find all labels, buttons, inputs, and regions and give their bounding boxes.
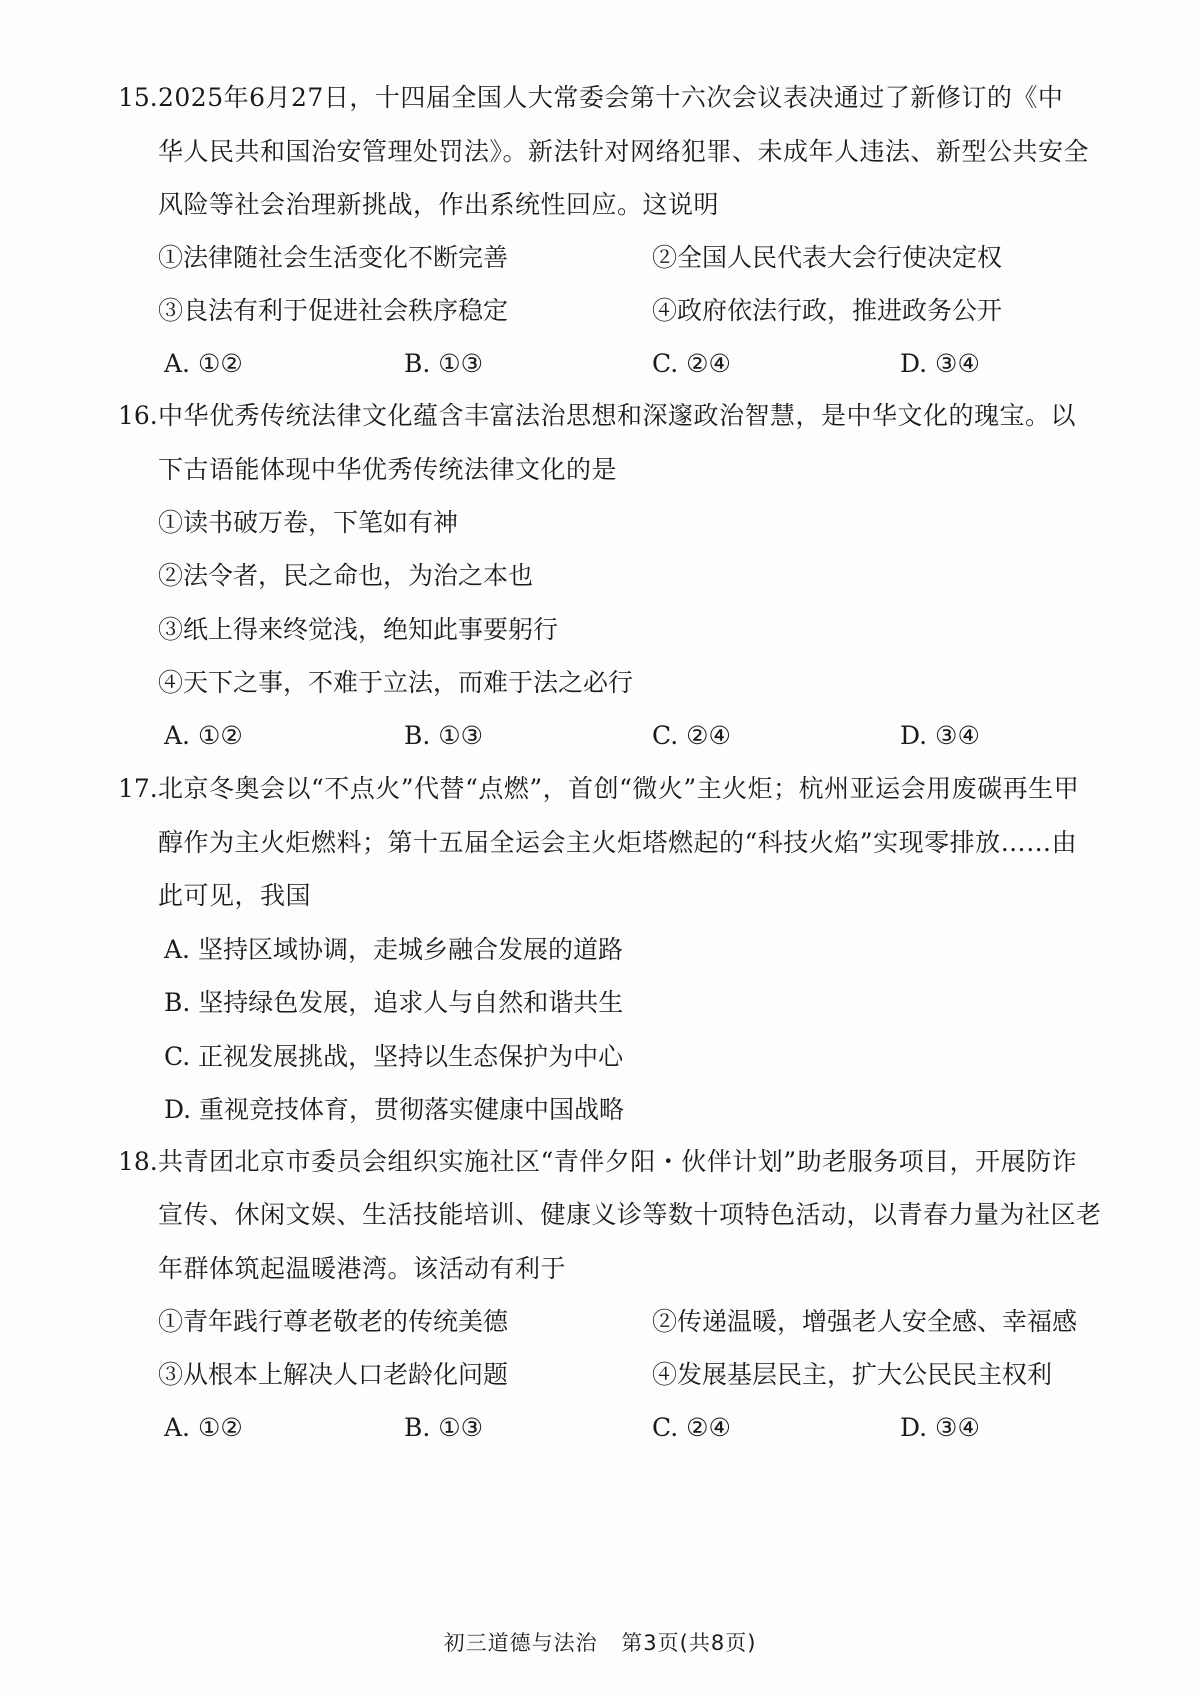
answer-option-d: D. ③④ [900, 349, 980, 378]
answer-option-d: D. ③④ [900, 1413, 980, 1442]
question-text-line: 宣传、休闲文娱、生活技能培训、健康义诊等数十项特色活动，以青春力量为社区老 [158, 1200, 1102, 1229]
question-text-line: 醇作为主火炬燃料；第十五届全运会主火炬塔燃起的“科技火焰”实现零排放……由 [158, 828, 1078, 857]
question-text-line: 华人民共和国治安管理处罚法》。新法针对网络犯罪、未成年人违法、新型公共安全 [158, 137, 1090, 166]
question-text-line: 下古语能体现中华优秀传统法律文化的是 [158, 455, 618, 484]
answer-option-b: B. ①③ [404, 349, 484, 378]
statement-item: ②法令者，民之命也，为治之本也 [158, 561, 534, 590]
answer-option-c: C. 正视发展挑战，坚持以生态保护为中心 [164, 1042, 624, 1071]
statement-item: ④政府依法行政，推进政务公开 [652, 296, 1003, 325]
question-number: 15. [118, 83, 158, 112]
statement-item: ③纸上得来终觉浅，绝知此事要躬行 [158, 615, 559, 644]
statement-item: ①法律随社会生活变化不断完善 [158, 243, 509, 272]
answer-option-a: A. ①② [164, 1413, 243, 1442]
answer-option-c: C. ②④ [652, 721, 731, 750]
statement-item: ④发展基层民主，扩大公民民主权利 [652, 1360, 1053, 1389]
statement-item: ②全国人民代表大会行使决定权 [652, 243, 1003, 272]
question-text-line: 共青团北京市委员会组织实施社区“青伴夕阳・伙伴计划”助老服务项目，开展防诈 [158, 1147, 1078, 1176]
question-text-line: 2025年6月27日，十四届全国人大常委会第十六次会议表决通过了新修订的《中 [158, 83, 1064, 112]
answer-option-c: C. ②④ [652, 349, 731, 378]
statement-item: ④天下之事，不难于立法，而难于法之必行 [158, 668, 634, 697]
footer-page-number: 第3页(共8页) [621, 1631, 757, 1655]
answer-option-a: A. ①② [164, 349, 243, 378]
question-number: 17. [118, 774, 158, 803]
question-text-line: 此可见，我国 [158, 881, 312, 910]
question-text-line: 年群体筑起温暖港湾。该活动有利于 [158, 1254, 567, 1283]
question-number: 18. [118, 1147, 158, 1176]
answer-option-a: A. ①② [164, 721, 243, 750]
page-footer [0, 1628, 1200, 1658]
answer-option-a: A. 坚持区域协调，走城乡融合发展的道路 [164, 935, 623, 964]
answer-option-b: B. ①③ [404, 721, 484, 750]
statement-item: ③良法有利于促进社会秩序稳定 [158, 296, 509, 325]
question-text-line: 风险等社会治理新挑战，作出系统性回应。这说明 [158, 190, 720, 219]
statement-item: ③从根本上解决人口老龄化问题 [158, 1360, 509, 1389]
answer-option-c: C. ②④ [652, 1413, 731, 1442]
footer-subject: 初三道德与法治 [443, 1631, 598, 1655]
answer-option-d: D. 重视竞技体育，贯彻落实健康中国战略 [164, 1095, 625, 1124]
answer-option-b: B. 坚持绿色发展，追求人与自然和谐共生 [164, 988, 624, 1017]
question-number: 16. [118, 401, 158, 430]
question-text-line: 北京冬奥会以“不点火”代替“点燃”，首创“微火”主火炬；杭州亚运会用废碳再生甲 [158, 774, 1080, 803]
statement-item: ②传递温暖，增强老人安全感、幸福感 [652, 1307, 1078, 1336]
answer-option-b: B. ①③ [404, 1413, 484, 1442]
statement-item: ①青年践行尊老敬老的传统美德 [158, 1307, 509, 1336]
statement-item: ①读书破万卷，下笔如有神 [158, 508, 459, 537]
answer-option-d: D. ③④ [900, 721, 980, 750]
question-text-line: 中华优秀传统法律文化蕴含丰富法治思想和深邃政治智慧，是中华文化的瑰宝。以 [158, 401, 1077, 430]
